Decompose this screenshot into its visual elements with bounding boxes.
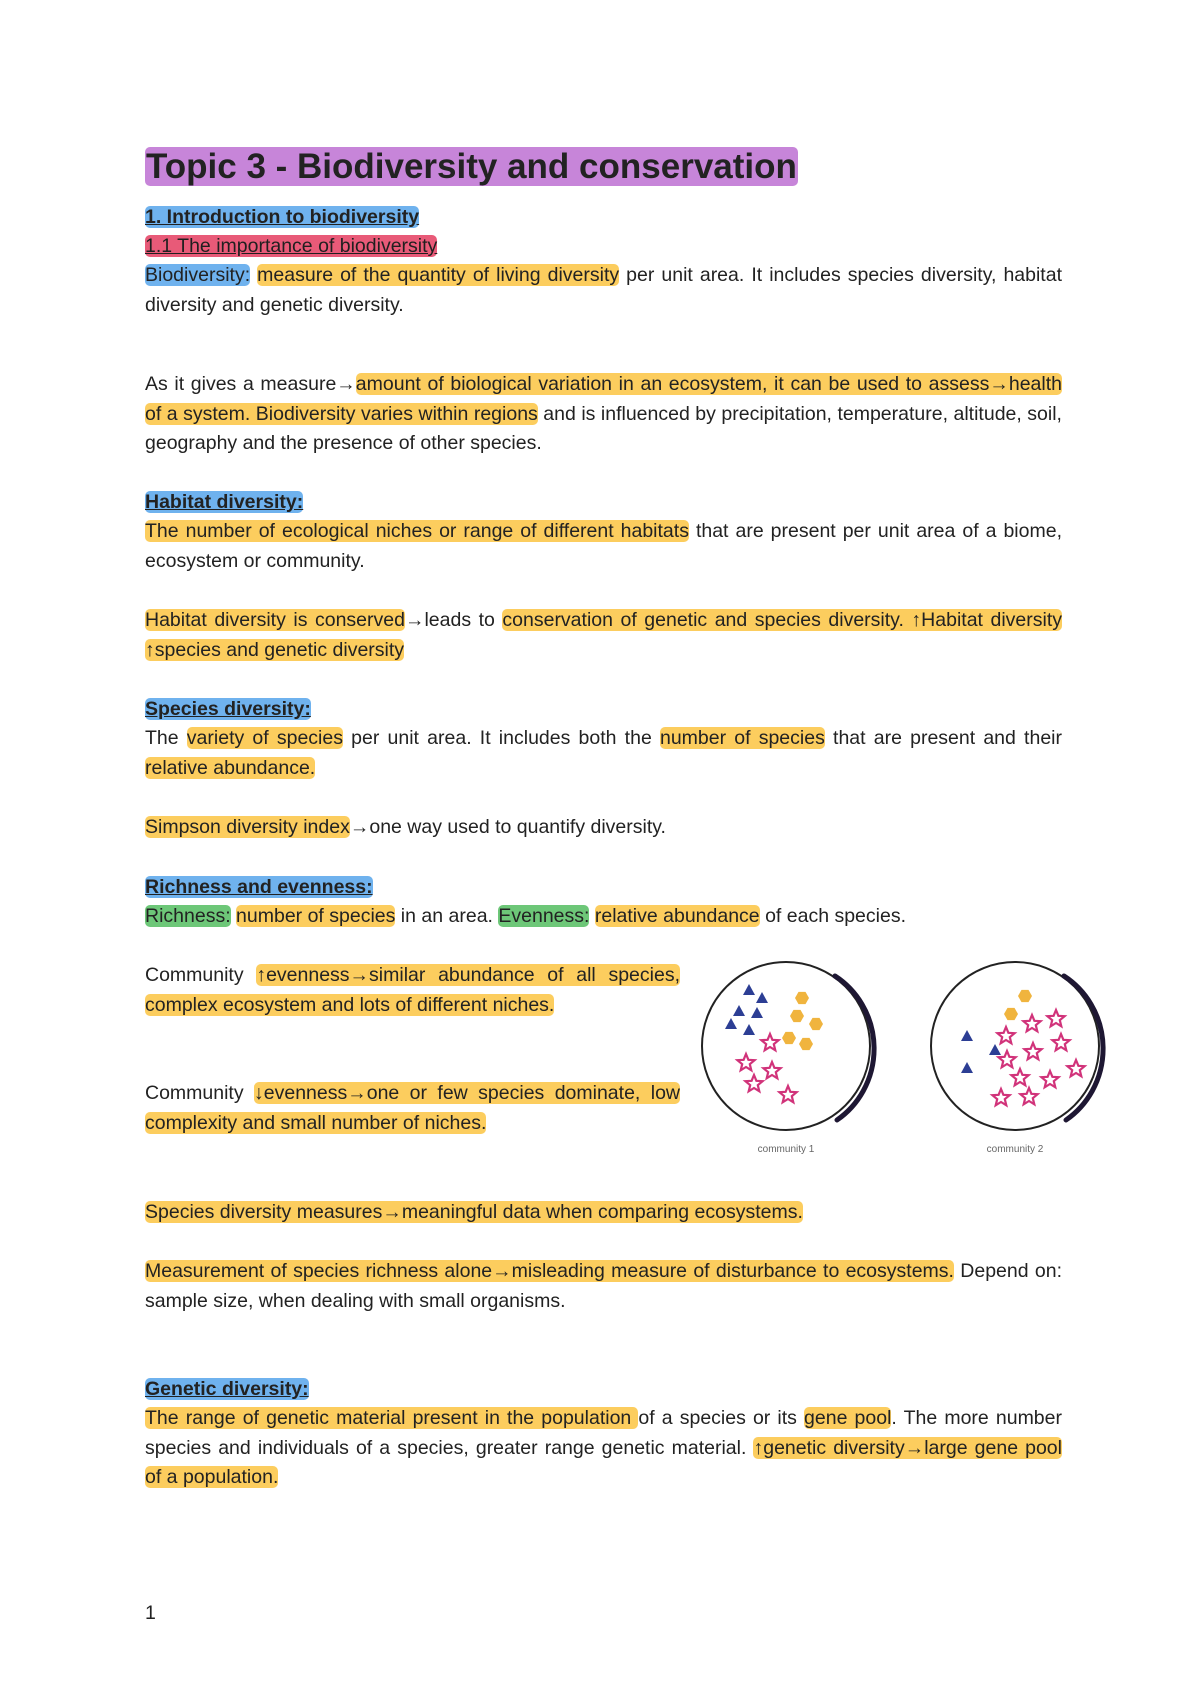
richness-heading-text: Richness and evenness:	[145, 876, 373, 898]
species-highlight-2: number of species	[659, 727, 825, 749]
measure-highlight: amount of biological variation in an ecosystem, it can be used to assess→health of a system. Biodiversity varies within regions	[145, 373, 1062, 425]
measures-line	[145, 1198, 1062, 1228]
page-number: 1	[145, 1602, 156, 1624]
measure-paragraph	[145, 370, 1062, 459]
richness-alone-highlight: Measurement of species richness alone→misleading measure of disturbance to ecosystems.	[145, 1260, 954, 1282]
community-1-circle	[702, 962, 870, 1130]
genetic-text-1: of a species or its	[638, 1407, 805, 1429]
community-1-label: community 1	[757, 1144, 815, 1155]
habitat-highlight-2: Habitat diversity is conserved	[145, 609, 405, 631]
simpson-rest: →one way used to quantify diversity.	[349, 816, 666, 838]
habitat-conservation	[145, 606, 1062, 665]
genetic-highlight-3: ↑genetic diversity→large gene pool of a population.	[145, 1436, 1062, 1488]
genetic-heading	[145, 1375, 1062, 1405]
low-evenness-text: Community	[145, 1082, 255, 1104]
biodiversity-rest: per unit area. It includes species diversity, habitat diversity and genetic diversity.	[145, 264, 1062, 316]
richness-alone-paragraph	[145, 1257, 1062, 1316]
community-1	[702, 962, 874, 1155]
high-evenness-highlight: ↑evenness→similar abundance of all species, complex ecosystem and lots of different niches.	[145, 964, 680, 1016]
habitat-definition	[145, 517, 1062, 576]
page-title	[145, 146, 798, 188]
species-highlight-3: relative abundance.	[145, 756, 316, 779]
species-highlight-1: variety of species	[186, 727, 343, 749]
evenness-term: Evenness:	[498, 905, 590, 927]
genetic-highlight-1: The range of genetic material present in the population	[145, 1407, 639, 1429]
evenness-highlight: relative abundance	[594, 905, 760, 927]
richness-alone-rest: Depend on: sample size, when dealing with small organisms.	[145, 1260, 1062, 1312]
high-evenness-text: Community	[145, 964, 257, 986]
section-heading	[145, 203, 1062, 233]
low-evenness-paragraph	[145, 1079, 680, 1138]
genetic-heading-text: Genetic diversity:	[145, 1378, 309, 1400]
habitat-highlight-1: The number of ecological niches or range of different habitats	[145, 520, 689, 542]
richness-highlight: number of species	[236, 905, 396, 927]
measure-text-1: As it gives a measure→	[145, 373, 356, 395]
habitat-heading-text: Habitat diversity:	[145, 491, 304, 513]
habitat-highlight-3: conservation of genetic and species diversity. ↑Habitat diversity ↑species and genetic diversity	[145, 609, 1063, 661]
species-definition	[145, 724, 1062, 783]
richness-evenness-line	[145, 902, 1062, 932]
community-2-label: community 2	[986, 1144, 1044, 1155]
species-text-2: per unit area. It includes both the	[342, 727, 660, 749]
genetic-highlight-2: gene pool	[804, 1407, 892, 1429]
biodiversity-highlight: measure of the quantity of living diversity	[257, 264, 620, 286]
habitat-heading	[145, 488, 1062, 518]
page-title-text: Topic 3 - Biodiversity and conservation	[146, 147, 797, 186]
richness-heading	[145, 873, 1062, 903]
high-evenness-paragraph	[145, 961, 680, 1020]
low-evenness-highlight: ↓evenness→one or few species dominate, low complexity and small number of niches.	[145, 1082, 680, 1134]
biodiversity-definition	[145, 261, 1062, 320]
simpson-line	[145, 813, 1062, 843]
community-diagram	[700, 960, 1120, 1160]
species-heading	[145, 695, 1062, 725]
subsection-heading	[145, 232, 1062, 262]
species-heading-text: Species diversity:	[145, 698, 311, 720]
richness-term: Richness:	[145, 905, 231, 927]
measure-text-2: and is influenced by precipitation, temperature, altitude, soil, geography and the presence of other species.	[145, 402, 1062, 454]
subsection-heading-text: 1.1 The importance of biodiversity	[145, 235, 438, 257]
genetic-definition	[145, 1404, 1062, 1493]
evenness-rest: of each species.	[759, 905, 906, 927]
measures-highlight: Species diversity measures→meaningful data when comparing ecosystems.	[145, 1201, 803, 1223]
simpson-highlight: Simpson diversity index	[145, 816, 350, 838]
species-text-1: The	[145, 727, 187, 749]
section-heading-text: 1. Introduction to biodiversity	[145, 206, 420, 228]
community-2	[931, 962, 1103, 1155]
genetic-text-2: . The more number species and individuals of a species, greater range genetic material.	[145, 1407, 1062, 1459]
biodiversity-term: Biodiversity:	[145, 264, 251, 286]
richness-rest: in an area.	[395, 905, 499, 927]
habitat-text-2: →leads to	[404, 609, 503, 631]
community-2-circle	[931, 962, 1099, 1130]
habitat-text-1: that are present per unit area of a biome, ecosystem or community.	[145, 520, 1062, 572]
species-text-3: that are present and their	[824, 727, 1062, 749]
